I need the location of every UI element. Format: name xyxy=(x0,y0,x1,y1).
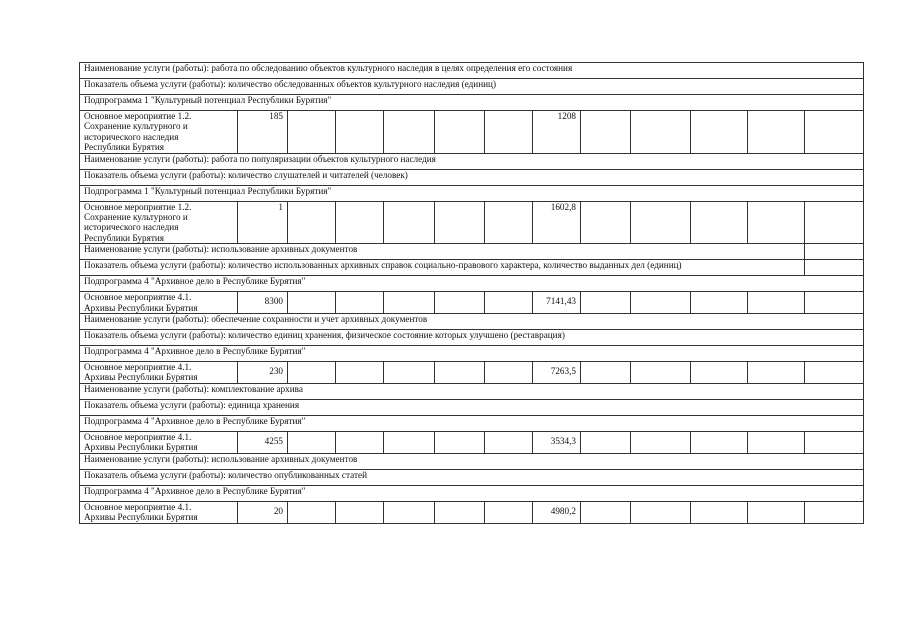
empty-cell xyxy=(435,292,485,314)
empty-cell xyxy=(805,111,864,154)
empty-cell xyxy=(581,501,631,523)
empty-cell xyxy=(805,292,864,314)
empty-cell xyxy=(288,362,336,384)
subprogram-title: Подпрограмма 1 "Культурный потенциал Республики Бурятия" xyxy=(80,185,864,201)
empty-cell xyxy=(384,362,435,384)
measure-name xyxy=(80,431,238,453)
amount-cell: 3534,3 xyxy=(533,431,581,453)
measure-row xyxy=(80,362,864,384)
measure-row xyxy=(80,111,864,154)
empty-cell xyxy=(336,292,384,314)
measure-row xyxy=(80,431,864,453)
empty-cell xyxy=(336,362,384,384)
measure-name xyxy=(80,362,238,384)
subprogram-title: Подпрограмма 4 "Архивное дело в Республике Бурятия" xyxy=(80,276,864,292)
service-name: Наименование услуги (работы): использование архивных документов xyxy=(80,453,864,469)
service-name: Наименование услуги (работы): работа по обследованию объектов культурного наследия в целях определения его состояния xyxy=(80,63,864,79)
measure-name-line: исторического наследия xyxy=(84,222,179,233)
measure-row xyxy=(80,292,864,314)
measure-name-line: Архивы Республики Бурятия xyxy=(84,302,198,313)
measure-name xyxy=(80,501,238,523)
measure-name xyxy=(80,201,238,244)
measure-name-line: Основное мероприятие 4.1. xyxy=(84,431,192,442)
measure-name-line: Сохранение культурного и xyxy=(84,212,188,223)
subprogram-title-row xyxy=(80,346,864,362)
empty-cell xyxy=(288,292,336,314)
service-name-row xyxy=(80,453,864,469)
empty-cell xyxy=(631,111,691,154)
empty-cell xyxy=(336,431,384,453)
empty-cell xyxy=(631,201,691,244)
empty-cell xyxy=(691,501,748,523)
measure-name-line: Основное мероприятие 1.2. xyxy=(84,111,192,121)
volume-indicator: Показатель объема услуги (работы): количество использованных архивных справок социально-правового характера, количество выданных дел (единиц) xyxy=(80,260,805,276)
volume-indicator: Показатель объема услуги (работы): количество слушателей и читателей (человек) xyxy=(80,169,864,185)
empty-cell xyxy=(336,201,384,244)
empty-cell xyxy=(805,501,864,523)
empty-cell xyxy=(384,111,435,154)
measure-name-line: Основное мероприятие 4.1. xyxy=(84,501,192,512)
volume-indicator-row xyxy=(80,260,864,276)
measure-row xyxy=(80,501,864,523)
empty-cell xyxy=(435,201,485,244)
service-name: Наименование услуги (работы): комплектование архива xyxy=(80,383,864,399)
value-cell: 4255 xyxy=(238,431,288,453)
empty-cell xyxy=(805,260,864,276)
amount-cell: 1208 xyxy=(533,111,581,154)
empty-cell xyxy=(485,501,533,523)
measure-name-line: Основное мероприятие 4.1. xyxy=(84,292,192,303)
empty-cell xyxy=(288,431,336,453)
empty-cell xyxy=(288,111,336,154)
empty-cell xyxy=(631,362,691,384)
measure-name-line: Республики Бурятия xyxy=(84,142,165,153)
empty-cell xyxy=(691,362,748,384)
value-cell: 20 xyxy=(238,501,288,523)
empty-cell xyxy=(288,201,336,244)
subprogram-title: Подпрограмма 4 "Архивное дело в Республике Бурятия" xyxy=(80,346,864,362)
empty-cell xyxy=(805,244,864,260)
empty-cell xyxy=(485,292,533,314)
measure-name xyxy=(80,111,238,154)
measure-name-line: Основное мероприятие 1.2. xyxy=(84,201,192,212)
empty-cell xyxy=(805,201,864,244)
empty-cell xyxy=(748,292,805,314)
measure-name-line: Основное мероприятие 4.1. xyxy=(84,362,192,373)
volume-indicator-row xyxy=(80,169,864,185)
empty-cell xyxy=(435,501,485,523)
empty-cell xyxy=(691,201,748,244)
service-name-row xyxy=(80,244,864,260)
empty-cell xyxy=(631,501,691,523)
subprogram-title: Подпрограмма 4 "Архивное дело в Республике Бурятия" xyxy=(80,415,864,431)
service-name-row xyxy=(80,314,864,330)
empty-cell xyxy=(748,111,805,154)
empty-cell xyxy=(384,201,435,244)
service-name-row xyxy=(80,383,864,399)
empty-cell xyxy=(581,201,631,244)
volume-indicator-row xyxy=(80,399,864,415)
subprogram-title-row xyxy=(80,415,864,431)
services-table xyxy=(79,62,864,524)
measure-name xyxy=(80,292,238,314)
empty-cell xyxy=(581,362,631,384)
amount-cell: 7263,5 xyxy=(533,362,581,384)
measure-name-line: Архивы Республики Бурятия xyxy=(84,442,198,453)
subprogram-title-row xyxy=(80,185,864,201)
empty-cell xyxy=(805,362,864,384)
empty-cell xyxy=(748,501,805,523)
empty-cell xyxy=(485,431,533,453)
empty-cell xyxy=(805,431,864,453)
empty-cell xyxy=(336,111,384,154)
measure-name-line: Республики Бурятия xyxy=(84,232,165,243)
empty-cell xyxy=(691,292,748,314)
volume-indicator-row xyxy=(80,79,864,95)
measure-name-line: Сохранение культурного и xyxy=(84,121,188,132)
service-name: Наименование услуги (работы): обеспечение сохранности и учет архивных документов xyxy=(80,314,864,330)
amount-cell: 1602,8 xyxy=(533,201,581,244)
empty-cell xyxy=(748,431,805,453)
measure-name-line: исторического наследия xyxy=(84,131,179,142)
empty-cell xyxy=(691,111,748,154)
service-name-row xyxy=(80,153,864,169)
empty-cell xyxy=(288,501,336,523)
subprogram-title: Подпрограмма 4 "Архивное дело в Республике Бурятия" xyxy=(80,485,864,501)
measure-name-line: Архивы Республики Бурятия xyxy=(84,372,198,383)
measure-name-line: Архивы Республики Бурятия xyxy=(84,512,198,523)
subprogram-title-row xyxy=(80,95,864,111)
empty-cell xyxy=(485,362,533,384)
empty-cell xyxy=(748,201,805,244)
empty-cell xyxy=(581,431,631,453)
empty-cell xyxy=(581,111,631,154)
empty-cell xyxy=(691,431,748,453)
empty-cell xyxy=(435,111,485,154)
volume-indicator: Показатель объема услуги (работы): количество обследованных объектов культурного наследия (единиц) xyxy=(80,79,864,95)
volume-indicator-row xyxy=(80,330,864,346)
empty-cell xyxy=(748,362,805,384)
empty-cell xyxy=(435,431,485,453)
amount-cell: 4980,2 xyxy=(533,501,581,523)
value-cell: 8300 xyxy=(238,292,288,314)
volume-indicator: Показатель объема услуги (работы): количество опубликованных статей xyxy=(80,469,864,485)
subprogram-title: Подпрограмма 1 "Культурный потенциал Республики Бурятия" xyxy=(80,95,864,111)
amount-cell: 7141,43 xyxy=(533,292,581,314)
value-cell: 185 xyxy=(238,111,288,154)
service-name: Наименование услуги (работы): использование архивных документов xyxy=(80,244,805,260)
empty-cell xyxy=(631,292,691,314)
empty-cell xyxy=(435,362,485,384)
volume-indicator: Показатель объема услуги (работы): единица хранения xyxy=(80,399,864,415)
empty-cell xyxy=(384,431,435,453)
subprogram-title-row xyxy=(80,276,864,292)
empty-cell xyxy=(384,501,435,523)
empty-cell xyxy=(581,292,631,314)
service-name-row xyxy=(80,63,864,79)
empty-cell xyxy=(336,501,384,523)
volume-indicator: Показатель объема услуги (работы): количество единиц хранения, физическое состояние которых улучшено (реставрация) xyxy=(80,330,864,346)
empty-cell xyxy=(631,431,691,453)
subprogram-title-row xyxy=(80,485,864,501)
service-name: Наименование услуги (работы): работа по популяризации объектов культурного наследия xyxy=(80,153,864,169)
measure-row xyxy=(80,201,864,244)
empty-cell xyxy=(485,201,533,244)
value-cell: 1 xyxy=(238,201,288,244)
empty-cell xyxy=(485,111,533,154)
empty-cell xyxy=(384,292,435,314)
volume-indicator-row xyxy=(80,469,864,485)
value-cell: 230 xyxy=(238,362,288,384)
